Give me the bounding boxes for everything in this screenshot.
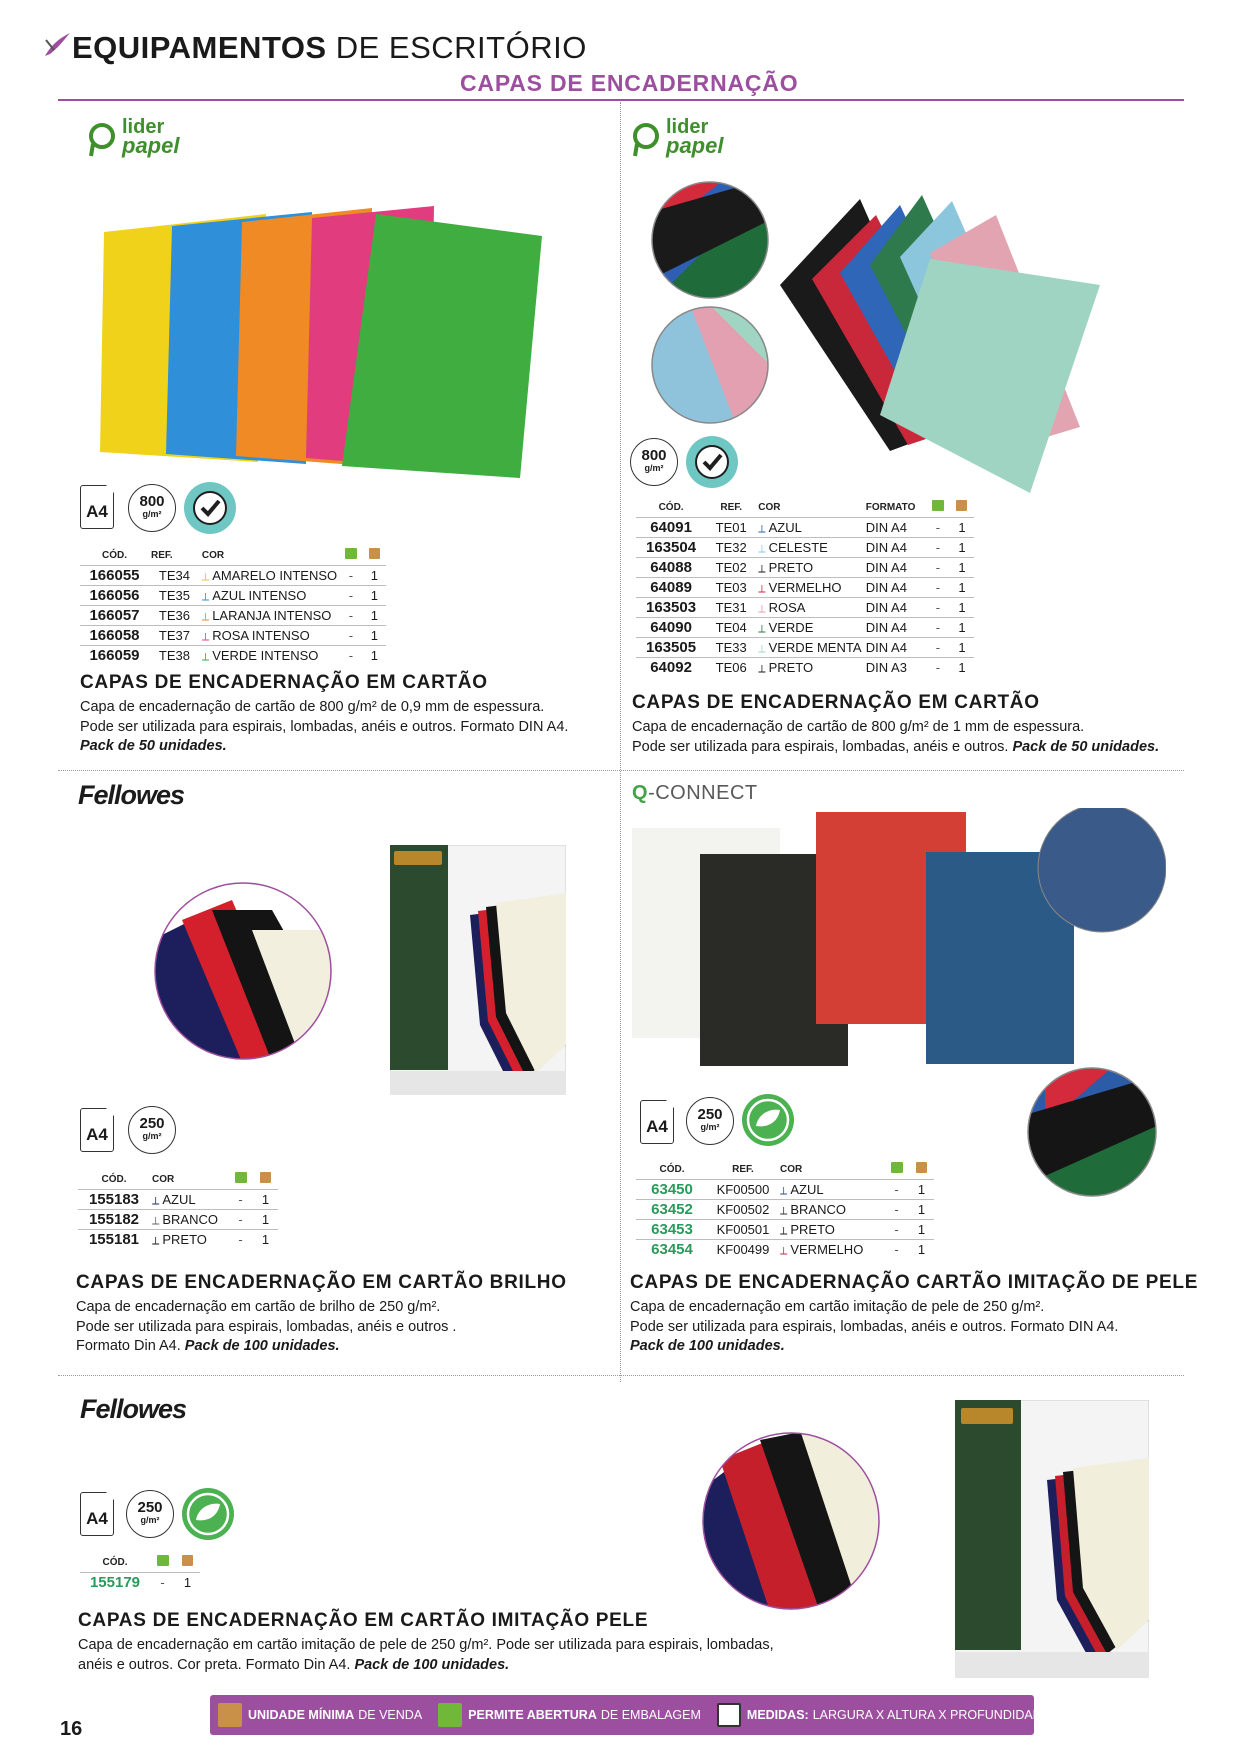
color-cell: ⟂ LARANJA INTENSO <box>200 606 339 626</box>
gift-icon <box>345 548 357 559</box>
product-ref: TE36 <box>149 606 200 626</box>
section-subtitle: CAPAS DE ENCADERNAÇÃO <box>460 70 799 96</box>
product-desc-3: Capa de encadernação em cartão de brilho de 250 g/m². Pode ser utilizada para espirais, lombadas, anéis e outros . Formato Din A4. Pack de 100 unidades. <box>76 1299 457 1354</box>
product-ref: TE34 <box>149 566 200 586</box>
weight-badge-3: 250 g/m² <box>128 1106 176 1154</box>
min-unit-value: 1 <box>363 586 386 606</box>
product-table-3: CÓD. COR 155183 ⟂ AZUL - 1 155182 ⟂ BRANCO - 1 155181 ⟂ PRETO - 1 <box>78 1172 278 1250</box>
product-ref: TE04 <box>706 618 756 638</box>
product-code: 163505 <box>636 638 706 658</box>
product-code: 64091 <box>636 518 706 538</box>
gift-icon <box>932 500 944 511</box>
table-row <box>636 598 974 618</box>
column-divider <box>620 102 621 1382</box>
product-ref: TE06 <box>706 658 756 678</box>
table-row <box>78 1190 278 1210</box>
min-unit-value: 1 <box>909 1240 934 1260</box>
color-cell: ⟂ ROSA INTENSO <box>200 626 339 646</box>
col-cor: COR <box>201 549 225 561</box>
open-pack-value: - <box>926 638 950 658</box>
product-code: 166056 <box>80 586 149 606</box>
gift-icon <box>157 1555 169 1566</box>
min-unit-value: 1 <box>950 618 974 638</box>
product-code: 64092 <box>636 658 706 678</box>
table-row <box>636 538 974 558</box>
color-swatch-icon: ⟂ <box>758 642 766 655</box>
product-code: 63450 <box>636 1180 708 1200</box>
color-cell: ⟂ ROSA <box>756 598 864 618</box>
title-bold: EQUIPAMENTOS <box>72 30 327 65</box>
color-swatch-icon: ⟂ <box>201 570 210 583</box>
box-icon <box>916 1162 927 1173</box>
product-ref: TE35 <box>149 586 200 606</box>
table-row <box>636 658 974 678</box>
product-desc-4: Capa de encadernação em cartão imitação de pele de 250 g/m². Pode ser utilizada para espirais, lombadas, anéis e outros. Formato DIN A4. Pack de 100 unidades. <box>630 1299 1119 1354</box>
min-unit-value: 1 <box>909 1220 934 1240</box>
min-unit-value: 1 <box>950 518 974 538</box>
open-pack-value: - <box>150 1573 175 1593</box>
color-swatch-icon: ⟂ <box>758 522 766 535</box>
open-pack-value: - <box>926 658 950 678</box>
product-code: 155179 <box>80 1573 150 1593</box>
quality-check-icon <box>184 482 236 534</box>
color-swatch-icon: ⟂ <box>758 542 766 555</box>
color-cell: ⟂ PRETO <box>150 1230 228 1250</box>
color-cell: ⟂ AZUL INTENSO <box>200 586 339 606</box>
col-ref: REF. <box>151 549 173 561</box>
min-unit-value: 1 <box>909 1200 934 1220</box>
gift-icon <box>438 1703 462 1727</box>
min-unit-value: 1 <box>950 538 974 558</box>
product-format: DIN A4 <box>864 558 926 578</box>
quality-check-icon-2 <box>686 436 738 488</box>
color-swatch-icon: ⟂ <box>780 1204 788 1217</box>
q-connect-logo: Q-CONNECT <box>632 782 758 804</box>
product-table-4: CÓD. REF. COR 63450 KF00500 ⟂ AZUL - 1 63452 KF00502 ⟂ BRANCO - 1 63453 KF00501 ⟂ PRETO - 1 63454 KF00499 ⟂ VERMELHO - 1 <box>636 1162 934 1260</box>
legend-open-pack: PERMITE ABERTURA DE EMBALAGEM <box>438 1703 701 1727</box>
color-swatch-icon: ⟂ <box>152 1214 160 1227</box>
min-unit-value: 1 <box>950 658 974 678</box>
weight-badge: 800 g/m² <box>128 484 176 532</box>
table-row <box>78 1210 278 1230</box>
table-row <box>636 1240 934 1260</box>
table-row <box>80 606 386 626</box>
color-swatch-icon: ⟂ <box>758 662 766 675</box>
product-format: DIN A4 <box>864 638 926 658</box>
legend-bar <box>210 1695 1051 1735</box>
color-cell: ⟂ BRANCO <box>150 1210 228 1230</box>
table-row <box>78 1230 278 1250</box>
table-row <box>80 626 386 646</box>
open-pack-value: - <box>926 578 950 598</box>
color-swatch-icon: ⟂ <box>758 562 766 575</box>
color-cell: ⟂ PRETO <box>756 558 864 578</box>
a4-format-icon-3: A4 <box>80 1108 114 1152</box>
product-title-3: CAPAS DE ENCADERNAÇÃO EM CARTÃO BRILHO <box>76 1272 567 1293</box>
header-rule <box>58 99 1184 101</box>
product-image-leather-covers <box>630 808 1166 1068</box>
color-cell: ⟂ AZUL <box>778 1180 884 1200</box>
product-format: DIN A4 <box>864 598 926 618</box>
product-title-1: CAPAS DE ENCADERNAÇÃO EM CARTÃO <box>80 672 488 693</box>
product-ref: TE31 <box>706 598 756 618</box>
open-pack-value: - <box>339 646 362 666</box>
min-unit-value: 1 <box>363 566 386 586</box>
product-ref: TE33 <box>706 638 756 658</box>
fellowes-logo-2: Fellowes <box>80 1394 187 1424</box>
product-format: DIN A4 <box>864 518 926 538</box>
table-row <box>80 566 386 586</box>
box-icon <box>260 1172 271 1183</box>
open-pack-value: - <box>339 606 362 626</box>
legend-min-unit: UNIDADE MÍNIMA DE VENDA <box>218 1703 422 1727</box>
open-pack-value: - <box>228 1230 253 1250</box>
box-icon <box>369 548 380 559</box>
open-pack-value: - <box>926 558 950 578</box>
min-unit-value: 1 <box>909 1180 934 1200</box>
color-swatch-icon: ⟂ <box>780 1244 788 1257</box>
product-title-2: CAPAS DE ENCADERNAÇÃO EM CARTÃO <box>632 692 1040 713</box>
product-format: DIN A4 <box>864 538 926 558</box>
product-code: 63452 <box>636 1200 708 1220</box>
lider-papel-logo-2: lider papel <box>632 118 723 156</box>
box-icon <box>218 1703 242 1727</box>
min-unit-value: 1 <box>253 1190 278 1210</box>
product-table-2: CÓD. REF. COR FORMATO 64091 TE01 ⟂ AZUL DIN A4 - 1 163504 TE32 ⟂ CELESTE DIN A4 - 1 64088 TE02 ⟂ PRETO DIN A4 - 1 64089 TE03 ⟂ VERMELHO DIN A4 - 1 163503 TE31 ⟂ ROSA DIN A4 - 1 64090 TE04 ⟂ VERDE DIN A4 - 1 163505 TE33 ⟂ VERDE MENTA DIN A4 - 1 64092 TE06 ⟂ PRETO DIN A3 - 1 <box>636 500 974 678</box>
color-swatch-icon: ⟂ <box>201 650 210 663</box>
table-row <box>80 586 386 606</box>
product-ref: KF00500 <box>708 1180 778 1200</box>
ruler-icon <box>717 1703 741 1727</box>
eco-leaf-icon <box>742 1094 794 1146</box>
box-icon <box>956 500 967 511</box>
product-table-1 <box>80 548 386 666</box>
product-format: DIN A3 <box>864 658 926 678</box>
product-code: 63454 <box>636 1240 708 1260</box>
color-swatch-icon: ⟂ <box>780 1224 788 1237</box>
min-unit-value: 1 <box>363 606 386 626</box>
table-row <box>636 1220 934 1240</box>
color-cell: ⟂ PRETO <box>756 658 864 678</box>
table-row <box>636 1180 934 1200</box>
title-light: DE ESCRITÓRIO <box>335 30 587 65</box>
product-title-5: CAPAS DE ENCADERNAÇÃO EM CARTÃO IMITAÇÃO PELE <box>78 1610 649 1631</box>
product-image-gloss-pack <box>390 845 566 1095</box>
product-ref: TE37 <box>149 626 200 646</box>
col-cod: CÓD. <box>102 549 127 561</box>
header-leaf-icon <box>42 30 72 60</box>
product-code: 64090 <box>636 618 706 638</box>
product-table-5: CÓD. 155179 - 1 <box>80 1555 200 1593</box>
table-row <box>636 638 974 658</box>
color-cell: ⟂ VERDE <box>756 618 864 638</box>
product-code: 166057 <box>80 606 149 626</box>
row-divider-1 <box>58 770 1184 771</box>
product-code: 163503 <box>636 598 706 618</box>
product-ref: TE03 <box>706 578 756 598</box>
min-unit-value: 1 <box>950 558 974 578</box>
color-cell: ⟂ VERMELHO <box>778 1240 884 1260</box>
open-pack-value: - <box>926 618 950 638</box>
product-desc-1: Capa de encadernação de cartão de 800 g/m² de 0,9 mm de espessura. Pode ser utilizada para espirais, lombadas, anéis e outros. Formato DIN A4. Pack de 50 unidades. <box>80 699 569 754</box>
product-code: 63453 <box>636 1220 708 1240</box>
min-unit-value: 1 <box>253 1230 278 1250</box>
legend-dimensions: MEDIDAS: LARGURA X ALTURA X PROFUNDIDADE <box>717 1703 1050 1727</box>
product-code: 64089 <box>636 578 706 598</box>
color-swatch-icon: ⟂ <box>758 622 766 635</box>
table-row <box>636 618 974 638</box>
open-pack-value: - <box>339 566 362 586</box>
eco-leaf-icon-2 <box>182 1488 234 1540</box>
product-code: 163504 <box>636 538 706 558</box>
page-title <box>72 30 587 66</box>
min-unit-value: 1 <box>950 578 974 598</box>
weight-badge-4: 250 g/m² <box>686 1097 734 1145</box>
open-pack-value: - <box>228 1210 253 1230</box>
color-cell: ⟂ VERDE INTENSO <box>200 646 339 666</box>
product-title-4: CAPAS DE ENCADERNAÇÃO CARTÃO IMITAÇÃO DE PELE <box>630 1272 1199 1293</box>
table-row <box>80 1573 200 1593</box>
product-code: 166058 <box>80 626 149 646</box>
product-code: 155182 <box>78 1210 150 1230</box>
product-ref: KF00499 <box>708 1240 778 1260</box>
product-image-leather-circle-2 <box>700 1430 882 1612</box>
color-cell: ⟂ VERMELHO <box>756 578 864 598</box>
min-unit-value: 1 <box>950 638 974 658</box>
table-row <box>636 558 974 578</box>
min-unit-value: 1 <box>175 1573 200 1593</box>
min-unit-value: 1 <box>363 626 386 646</box>
min-unit-value: 1 <box>253 1210 278 1230</box>
product-code: 166055 <box>80 566 149 586</box>
product-ref: TE02 <box>706 558 756 578</box>
color-cell: ⟂ AZUL <box>150 1190 228 1210</box>
open-pack-value: - <box>884 1180 909 1200</box>
product-image-color-covers <box>100 200 550 480</box>
page-number: 16 <box>60 1718 83 1740</box>
product-ref: KF00501 <box>708 1220 778 1240</box>
open-pack-value: - <box>339 586 362 606</box>
row-divider-2 <box>58 1375 1184 1376</box>
color-cell: ⟂ CELESTE <box>756 538 864 558</box>
product-code: 155183 <box>78 1190 150 1210</box>
product-ref: TE38 <box>149 646 200 666</box>
color-swatch-icon: ⟂ <box>780 1184 788 1197</box>
a4-format-icon-4: A4 <box>640 1100 674 1144</box>
gift-icon <box>891 1162 903 1173</box>
open-pack-value: - <box>926 598 950 618</box>
table-row <box>636 1200 934 1220</box>
product-image-leather-pack <box>955 1400 1149 1678</box>
product-ref: TE01 <box>706 518 756 538</box>
product-code: 166059 <box>80 646 149 666</box>
min-unit-value: 1 <box>950 598 974 618</box>
color-cell: ⟂ AZUL <box>756 518 864 538</box>
box-icon <box>182 1555 193 1566</box>
color-swatch-icon: ⟂ <box>758 602 766 615</box>
open-pack-value: - <box>884 1200 909 1220</box>
gift-icon <box>235 1172 247 1183</box>
product-ref: KF00502 <box>708 1200 778 1220</box>
product-desc-2: Capa de encadernação de cartão de 800 g/m² de 1 mm de espessura. Pode ser utilizada para espirais, lombadas, anéis e outros. Pack de 50 unidades. <box>632 719 1160 755</box>
weight-badge-5: 250 g/m² <box>126 1490 174 1538</box>
open-pack-value: - <box>884 1240 909 1260</box>
open-pack-value: - <box>926 518 950 538</box>
table-row <box>636 578 974 598</box>
color-cell: ⟂ PRETO <box>778 1220 884 1240</box>
open-pack-value: - <box>339 626 362 646</box>
color-swatch-icon: ⟂ <box>152 1234 160 1247</box>
lider-papel-logo: lider papel <box>88 118 179 156</box>
weight-badge-2: 800 g/m² <box>630 438 678 486</box>
product-code: 155181 <box>78 1230 150 1250</box>
color-swatch-icon: ⟂ <box>201 630 210 643</box>
product-format: DIN A4 <box>864 618 926 638</box>
color-cell: ⟂ VERDE MENTA <box>756 638 864 658</box>
color-swatch-icon: ⟂ <box>758 582 766 595</box>
color-cell: ⟂ BRANCO <box>778 1200 884 1220</box>
open-pack-value: - <box>884 1220 909 1240</box>
product-desc-5: Capa de encadernação em cartão imitação de pele de 250 g/m². Pode ser utilizada para espirais, lombadas, anéis e outros. Cor preta. Formato Din A4. Pack de 100 unidades. <box>78 1637 774 1673</box>
product-format: DIN A4 <box>864 578 926 598</box>
color-swatch-icon: ⟂ <box>152 1194 160 1207</box>
table-row <box>80 646 386 666</box>
table-row <box>636 518 974 538</box>
min-unit-value: 1 <box>363 646 386 666</box>
open-pack-value: - <box>926 538 950 558</box>
fellowes-logo: Fellowes <box>78 780 185 810</box>
product-image-leather-circle <box>1025 1065 1159 1199</box>
product-image-gloss-circle <box>152 880 334 1062</box>
open-pack-value: - <box>228 1190 253 1210</box>
product-ref: TE32 <box>706 538 756 558</box>
a4-format-icon-5: A4 <box>80 1492 114 1536</box>
color-cell: ⟂ AMARELO INTENSO <box>200 566 339 586</box>
color-swatch-icon: ⟂ <box>201 590 210 603</box>
color-swatch-icon: ⟂ <box>201 610 210 623</box>
a4-format-icon: A4 <box>80 485 114 529</box>
product-code: 64088 <box>636 558 706 578</box>
